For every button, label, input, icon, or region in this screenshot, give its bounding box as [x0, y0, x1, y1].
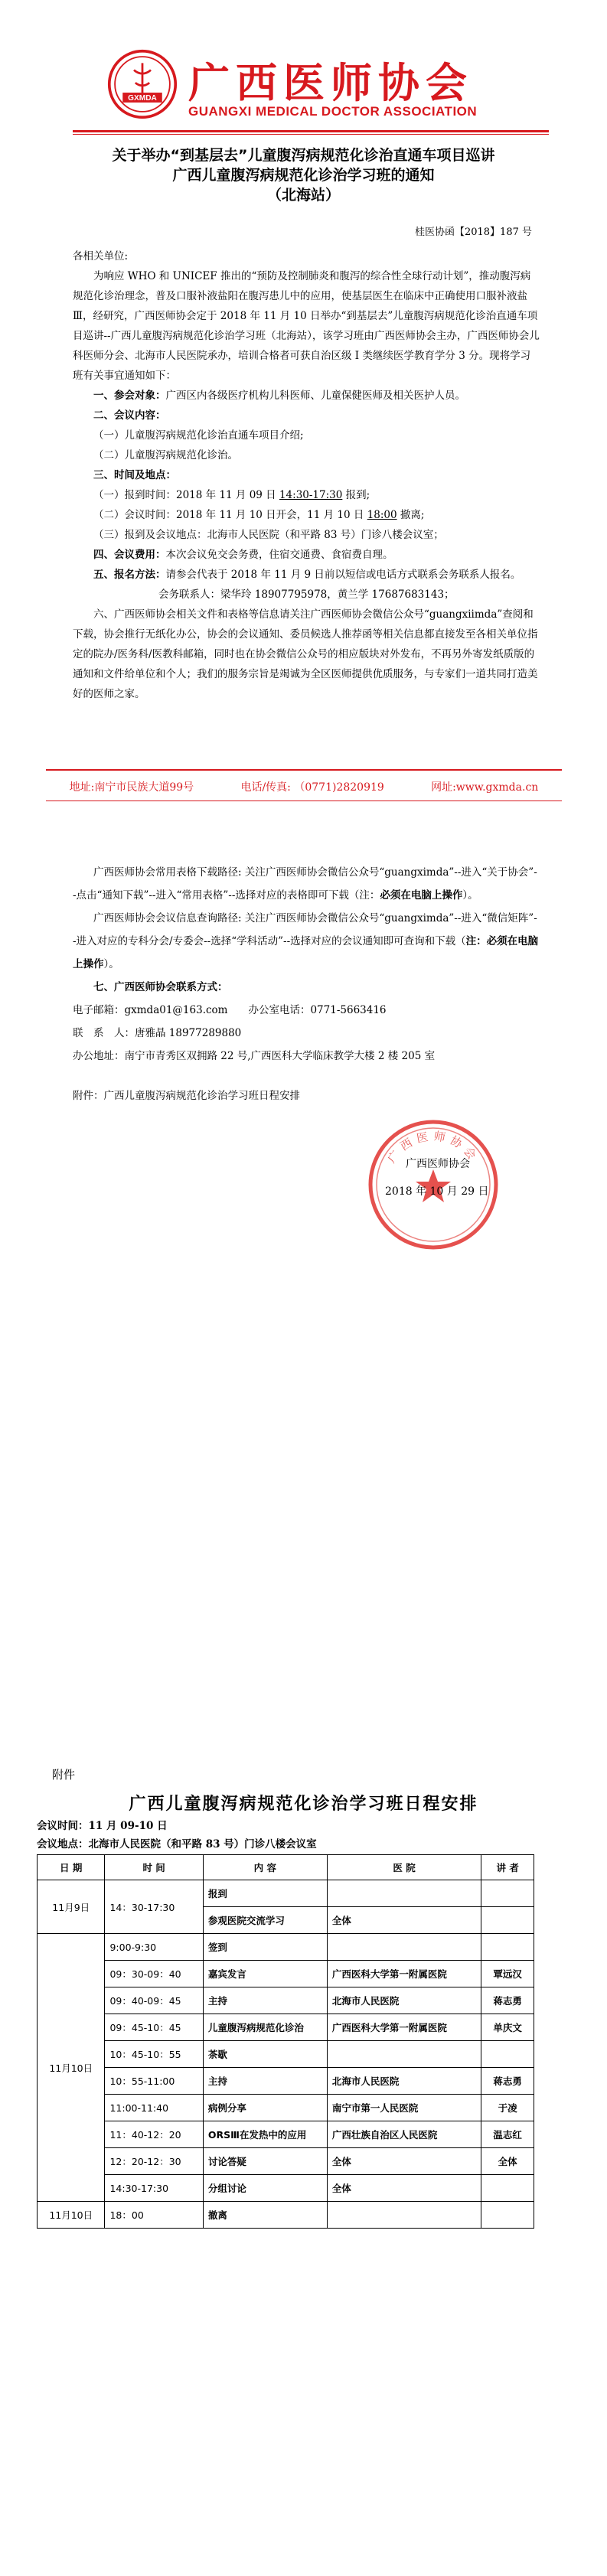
- doc-title-line1: 关于举办“到基层去”儿童腹泻病规范化诊治直通车项目巡讲: [112, 147, 495, 164]
- row-content: 儿童腹泻病规范化诊治: [203, 2014, 327, 2041]
- row-content: 签到: [203, 1934, 327, 1961]
- section-3-label: 三、时间及地点：: [93, 469, 176, 481]
- row-time: 09：40-09：45: [105, 1987, 203, 2014]
- header-date: 日 期: [38, 1855, 105, 1880]
- footer-address: 地址:南宁市民族大道99号: [69, 781, 194, 794]
- table-row: [38, 1987, 534, 2014]
- row-time: 10：55-11:00: [105, 2068, 203, 2095]
- row-content: 主持: [203, 2068, 327, 2095]
- table-row: [38, 2202, 534, 2229]
- row-speaker: [481, 1934, 534, 1961]
- section-7-label: 七、广西医师协会联系方式：: [93, 981, 228, 993]
- section-1: [73, 386, 540, 406]
- footer-divider: [46, 769, 562, 771]
- section-1-label: 一、参会对象：: [93, 390, 166, 402]
- row-time: 18：00: [105, 2202, 203, 2229]
- doc-title-line2: 广西儿童腹泻病规范化诊治学习班的通知: [172, 167, 435, 184]
- notice-body: [73, 246, 540, 704]
- row-speaker: 于凌: [481, 2095, 534, 2121]
- section-2-item-1: （一）儿童腹泻病规范化诊治直通车项目介绍;: [93, 429, 304, 442]
- section-6: 六、广西医师协会相关文件和表格等信息请关注广西医师协会微信公众号“guangxiimda”查阅和下载，协会推行无纸化办公，协会的会议通知、委员候选人推荐函等相关信息都直接发至各相关单位指定的院办/医务科/医教科邮箱，同时也在协会微信公众号的相应版块对外发布，不再另外寄发纸质版的通知和文件给单位和个人；我们的服务宗旨是竭诚为全区医师提供优质服务，与专家们一道共同打造美好的医师之家。: [73, 608, 538, 700]
- table-header-row: [38, 1855, 534, 1880]
- row-hospital: 全体: [327, 2148, 481, 2175]
- row-hospital: [327, 2202, 481, 2229]
- section-4: 四、会议费用：本次会议免交会务费，住宿交通费、食宿费自理。: [93, 549, 393, 561]
- row-speaker: 蒋志勇: [481, 1987, 534, 2014]
- row-hospital: 广西医科大学第一附属医院: [327, 1961, 481, 1987]
- intro-paragraph: 为响应 WHO 和 UNICEF 推出的“预防及控制肺炎和腹泻的综合性全球行动计划”，推动腹泻病规范化诊治理念，普及口服补液盐阳在腹泻患儿中的应用，使基层医生在临床中正确使用口服补液盐Ⅲ，经研究，广西医师协会定于 2018 年 11 月 10 日举办“到基层去”儿童腹泻病规范化诊治直通车项目巡讲--广西儿童腹泻病规范化诊治学习班（北海站），该学习班由广西医师协会主办，广西医师协会儿科医师分会、北海市人民医院承办，培训合格者可获自治区级 I 类继续医学教育学分 3 分。现将学习班有关事宜通知如下：: [73, 270, 540, 382]
- row-speaker: [481, 2041, 534, 2068]
- table-row: [38, 2175, 534, 2202]
- row-hospital: 全体: [327, 2175, 481, 2202]
- row-time: 09：45-10：45: [105, 2014, 203, 2041]
- attachment-label: 附件: [52, 1768, 76, 1782]
- row-time: 11：40-12：20: [105, 2121, 203, 2148]
- row-time: 11:00-11:40: [105, 2095, 203, 2121]
- day3-date: 11月10日: [38, 2202, 105, 2229]
- row-speaker: 蒋志勇: [481, 2068, 534, 2095]
- row-hospital: 北海市人民医院: [327, 1987, 481, 2014]
- contact-email: 电子邮箱：gxmda01@163.com 办公室电话：0771-5663416: [73, 1004, 387, 1016]
- row-hospital: 广西壮族自治区人民医院: [327, 2121, 481, 2148]
- logo-text: GXMDA: [128, 94, 157, 103]
- page-1: [0, 0, 607, 834]
- table-row: [38, 2121, 534, 2148]
- header-divider: [73, 130, 549, 132]
- contact-person: 联 系 人：唐雅晶 18977289880: [73, 1027, 242, 1039]
- day1-date: 11月9日: [38, 1880, 105, 1934]
- section-5: 五、报名方法：请参会代表于 2018 年 11 月 9 日前以短信或电话方式联系会务联系人报名。: [93, 569, 521, 581]
- row-speaker: [481, 2202, 534, 2229]
- row-speaker: 单庆文: [481, 2014, 534, 2041]
- row-time: 09：30-09：40: [105, 1961, 203, 1987]
- doc-number: 桂医协函【2018】187 号: [414, 227, 532, 238]
- table-row: [38, 2148, 534, 2175]
- org-name-en: GUANGXI MEDICAL DOCTOR ASSOCIATION: [188, 104, 478, 119]
- seal-ring-text: 广西医师协会: [384, 1129, 482, 1166]
- row-content: ORSⅢ在发热中的应用: [203, 2121, 327, 2148]
- day1-time: 14：30-17:30: [105, 1880, 203, 1934]
- footer-phone: 电话/传真: （0771)2820919: [240, 781, 384, 794]
- table-row: [38, 2068, 534, 2095]
- footer-website[interactable]: 网址:www.gxmda.cn: [431, 781, 539, 794]
- row-time: 12：20-12：30: [105, 2148, 203, 2175]
- row-speaker: 全体: [481, 2148, 534, 2175]
- gxmda-logo-icon: [107, 49, 178, 119]
- row-content: 参观医院交流学习: [203, 1907, 327, 1934]
- row-content: 报到: [203, 1880, 327, 1907]
- section-2-item-2: （二）儿童腹泻病规范化诊治。: [93, 449, 238, 461]
- section-3-item-1: （一）报到时间：2018 年 11 月 09 日 14:30-17:30 报到;: [93, 489, 370, 501]
- row-content: 病例分享: [203, 2095, 327, 2121]
- section-2-label: 二、会议内容：: [93, 409, 166, 422]
- row-hospital: [327, 1934, 481, 1961]
- header-divider-thin: [73, 134, 549, 135]
- salutation: 各相关单位:: [73, 250, 129, 262]
- day2-date: 11月10日: [38, 1934, 105, 2202]
- row-hospital: 广西医科大学第一附属医院: [327, 2014, 481, 2041]
- header-content: 内 容: [203, 1855, 327, 1880]
- row-hospital: 全体: [327, 1907, 481, 1934]
- row-content: 主持: [203, 1987, 327, 2014]
- row-content: 分组讨论: [203, 2175, 327, 2202]
- section-3-item-3: （三）报到及会议地点：北海市人民医院（和平路 83 号）门诊八楼会议室；: [93, 529, 444, 541]
- row-content: 讨论答疑: [203, 2148, 327, 2175]
- section-1-text: 广西区内各级医疗机构儿科医师、儿童保健医师及相关医护人员。: [165, 390, 465, 402]
- row-time: 10：45-10：55: [105, 2041, 203, 2068]
- section-5-contacts: 会务联系人：梁华玲 18907795978，黄兰学 17687683143；: [158, 589, 455, 601]
- forms-download-path: 广西医师协会常用表格下载路径: 关注广西医师协会微信公众号“guangximda”--进入“关于协会”--点击“通知下载”--进入“常用表格”--选择对应的表格即可下载（注：必须在电脑上操作）。: [73, 866, 537, 902]
- schedule-title: 广西儿童腹泻病规范化诊治学习班日程安排: [129, 1794, 478, 1814]
- table-row: [38, 2014, 534, 2041]
- table-row: [38, 1934, 534, 1961]
- row-hospital: [327, 2041, 481, 2068]
- row-speaker: 覃远汉: [481, 1961, 534, 1987]
- header-hospital: 医 院: [327, 1855, 481, 1880]
- row-time: 14:30-17:30: [105, 2175, 203, 2202]
- row-time: 9:00-9:30: [105, 1934, 203, 1961]
- org-name-cn: 广西医师协会: [188, 58, 473, 107]
- row-speaker: 温志红: [481, 2121, 534, 2148]
- schedule-time: 会议时间：11 月 09-10 日: [37, 1820, 168, 1832]
- signature-date: 2018 年 10 月 29 日: [385, 1185, 489, 1198]
- signature-org: 广西医师协会: [406, 1158, 470, 1170]
- page-2-body: [73, 861, 540, 1107]
- row-speaker: [481, 1880, 534, 1907]
- row-content: 茶歇: [203, 2041, 327, 2068]
- header-speaker: 讲 者: [481, 1855, 534, 1880]
- schedule-table: [37, 1854, 534, 2229]
- section-3-item-2: （二）会议时间：2018 年 11 月 10 日开会，11 月 10 日 18:00 撤离;: [93, 509, 425, 521]
- office-address: 办公地址：南宁市青秀区双拥路 22 号,广西医科大学临床教学大楼 2 楼 205 室: [73, 1050, 436, 1062]
- header-time: 时 间: [105, 1855, 203, 1880]
- row-speaker: [481, 2175, 534, 2202]
- row-content: 嘉宾发言: [203, 1961, 327, 1987]
- row-content: 撤离: [203, 2202, 327, 2229]
- doc-title-line3: （北海站）: [266, 187, 340, 204]
- row-hospital: 北海市人民医院: [327, 2068, 481, 2095]
- table-row: [38, 1961, 534, 1987]
- table-row: [38, 2041, 534, 2068]
- schedule-place: 会议地点：北海市人民医院（和平路 83 号）门诊八楼会议室: [37, 1838, 317, 1850]
- row-speaker: [481, 1907, 534, 1934]
- row-hospital: [327, 1880, 481, 1907]
- row-hospital: 南宁市第一人民医院: [327, 2095, 481, 2121]
- letterhead-footer: [46, 779, 562, 794]
- meeting-info-path: 广西医师协会会议信息查询路径: 关注广西医师协会微信公众号“guangximda”--进入“微信矩阵”--进入对应的专科分会/专委会--选择“学科活动”--选择对应的会议通知即可查询和下载（注：必须在电脑上操作）。: [73, 912, 539, 970]
- table-row: [38, 2095, 534, 2121]
- attachment-note: 附件：广西儿童腹泻病规范化诊治学习班日程安排: [73, 1090, 300, 1102]
- table-row: [38, 1880, 534, 1907]
